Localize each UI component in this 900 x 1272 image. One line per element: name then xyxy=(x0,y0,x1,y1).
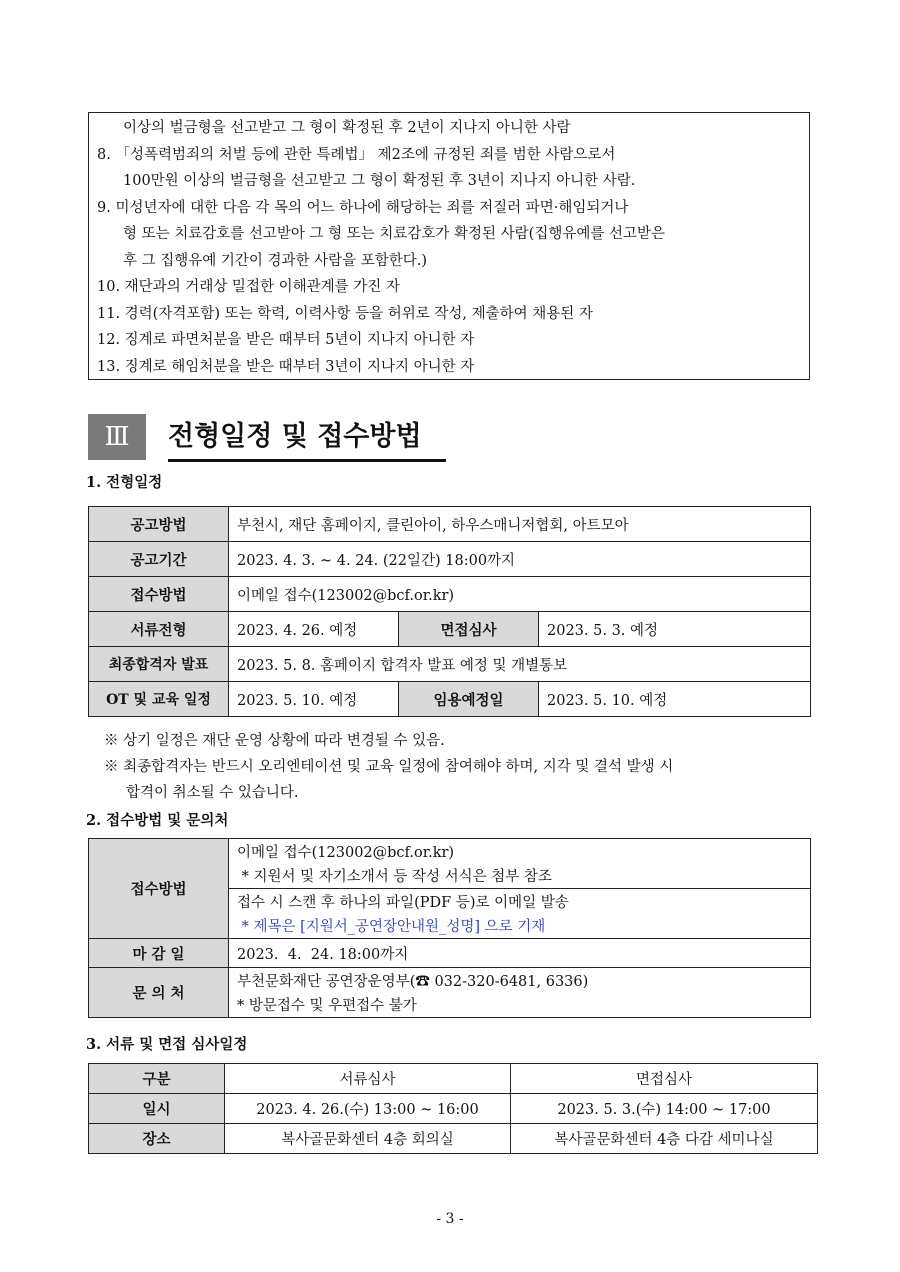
table-label: 마 감 일 xyxy=(89,939,229,968)
table-row xyxy=(89,577,811,612)
table-cell: 2023. 5. 3.(수) 14:00 ~ 17:00 xyxy=(511,1094,818,1124)
table-cell: 접수 시 스캔 후 하나의 파일(PDF 등)로 이메일 발송 xyxy=(229,889,811,914)
list-item: 후 그 집행유예 기간이 경과한 사람을 포함한다.) xyxy=(123,252,428,269)
table-row xyxy=(89,507,811,542)
list-item: 8. 「성폭력범죄의 처벌 등에 관한 특례법」 제2조에 규정된 죄를 범한 사람으로서 xyxy=(97,146,616,163)
table-label: 최종합격자 발표 xyxy=(89,647,229,682)
table-cell: 2023. 4. 26.(수) 13:00 ~ 16:00 xyxy=(225,1094,511,1124)
table-cell: * 제목은 [지원서_공연장안내원_성명] 으로 기재 xyxy=(229,914,811,939)
table-label: 접수방법 xyxy=(89,839,229,939)
application-table xyxy=(88,838,811,1018)
table-label: 서류전형 xyxy=(89,612,229,647)
disqualification-list xyxy=(88,112,810,380)
list-item: 형 또는 치료감호를 선고받아 그 형 또는 치료감호가 확정된 사람(집행유예를 선고받은 xyxy=(123,226,665,242)
table-label: 면접심사 xyxy=(399,612,539,647)
table-cell: 복사골문화센터 4층 다감 세미나실 xyxy=(511,1124,818,1154)
table-label: 공고기간 xyxy=(89,542,229,577)
table-cell: 2023. 4. 3. ~ 4. 24. (22일간) 18:00까지 xyxy=(229,542,811,577)
table-row xyxy=(89,682,811,717)
schedule-note: ※ 상기 일정은 재단 운영 상황에 따라 변경될 수 있음. xyxy=(104,733,445,749)
table-header: 면접심사 xyxy=(511,1064,818,1094)
table-label: 공고방법 xyxy=(89,507,229,542)
table-cell: 2023. 4. 26. 예정 xyxy=(229,612,399,647)
list-item: 100만원 이상의 벌금형을 선고받고 그 형이 확정된 후 3년이 지나지 아니한 사람. xyxy=(123,173,636,189)
table-cell: 부천문화재단 공연장운영부(☎ 032-320-6481, 6336) xyxy=(229,968,811,993)
table-header: 서류심사 xyxy=(225,1064,511,1094)
table-cell: 복사골문화센터 4층 회의실 xyxy=(225,1124,511,1154)
table-row xyxy=(89,939,811,968)
table-cell: 부천시, 재단 홈페이지, 클린아이, 하우스매니저협회, 아트모아 xyxy=(229,507,811,542)
table-row xyxy=(89,1094,818,1124)
list-item: 13. 징계로 해임처분을 받은 때부터 3년이 지나지 아니한 자 xyxy=(97,358,475,375)
table-label: 접수방법 xyxy=(89,577,229,612)
table-row xyxy=(89,1124,818,1154)
list-item: 11. 경력(자격포함) 또는 학력, 이력사항 등을 허위로 작성, 제출하여 채용된 자 xyxy=(97,305,593,322)
table-label: 장소 xyxy=(89,1124,225,1154)
list-item: 12. 징계로 파면처분을 받은 때부터 5년이 지나지 아니한 자 xyxy=(97,332,475,348)
table-header: 구분 xyxy=(89,1064,225,1094)
schedule-table xyxy=(88,506,811,717)
table-cell: 2023. 4. 24. 18:00까지 xyxy=(229,939,811,968)
list-item: 9. 미성년자에 대한 다음 각 목의 어느 하나에 해당하는 죄를 저질러 파면·해임되거나 xyxy=(97,199,629,216)
page-number: - 3 - xyxy=(436,1211,464,1227)
table-row xyxy=(89,839,811,864)
table-label: 일시 xyxy=(89,1094,225,1124)
schedule-note: 합격이 취소될 수 있습니다. xyxy=(126,785,299,801)
table-cell: 이메일 접수(123002@bcf.or.kr) xyxy=(229,839,811,864)
table-cell: 2023. 5. 10. 예정 xyxy=(539,682,811,717)
table-cell: 이메일 접수(123002@bcf.or.kr) xyxy=(229,577,811,612)
table-row xyxy=(89,612,811,647)
table-cell: 2023. 5. 3. 예정 xyxy=(539,612,811,647)
table-cell: * 방문접수 및 우편접수 불가 xyxy=(229,993,811,1018)
table-row xyxy=(89,1064,818,1094)
table-cell: 2023. 5. 10. 예정 xyxy=(229,682,399,717)
list-item: 이상의 벌금형을 선고받고 그 형이 확정된 후 2년이 지나지 아니한 사람 xyxy=(123,120,571,136)
table-label: 임용예정일 xyxy=(399,682,539,717)
review-heading: 3. 서류 및 면접 심사일정 xyxy=(86,1036,248,1053)
table-row xyxy=(89,542,811,577)
table-cell: 2023. 5. 8. 홈페이지 합격자 발표 예정 및 개별통보 xyxy=(229,647,811,682)
table-label: 문 의 처 xyxy=(89,968,229,1018)
table-row xyxy=(89,968,811,993)
schedule-note: ※ 최종합격자는 반드시 오리엔테이션 및 교육 일정에 참여해야 하며, 지각 및 결석 발생 시 xyxy=(104,759,674,775)
list-item: 10. 재단과의 거래상 밀접한 이해관계를 가진 자 xyxy=(97,279,400,295)
section-number-badge: Ⅲ xyxy=(88,414,146,460)
table-label: OT 및 교육 일정 xyxy=(89,682,229,717)
table-row xyxy=(89,647,811,682)
schedule-heading: 1. 전형일정 xyxy=(86,474,163,491)
section-title: 전형일정 및 접수방법 xyxy=(168,421,422,452)
application-heading: 2. 접수방법 및 문의처 xyxy=(86,812,229,829)
section-title-underline xyxy=(168,459,446,462)
table-cell: * 지원서 및 자기소개서 등 작성 서식은 첨부 참조 xyxy=(229,864,811,889)
review-table xyxy=(88,1063,818,1154)
